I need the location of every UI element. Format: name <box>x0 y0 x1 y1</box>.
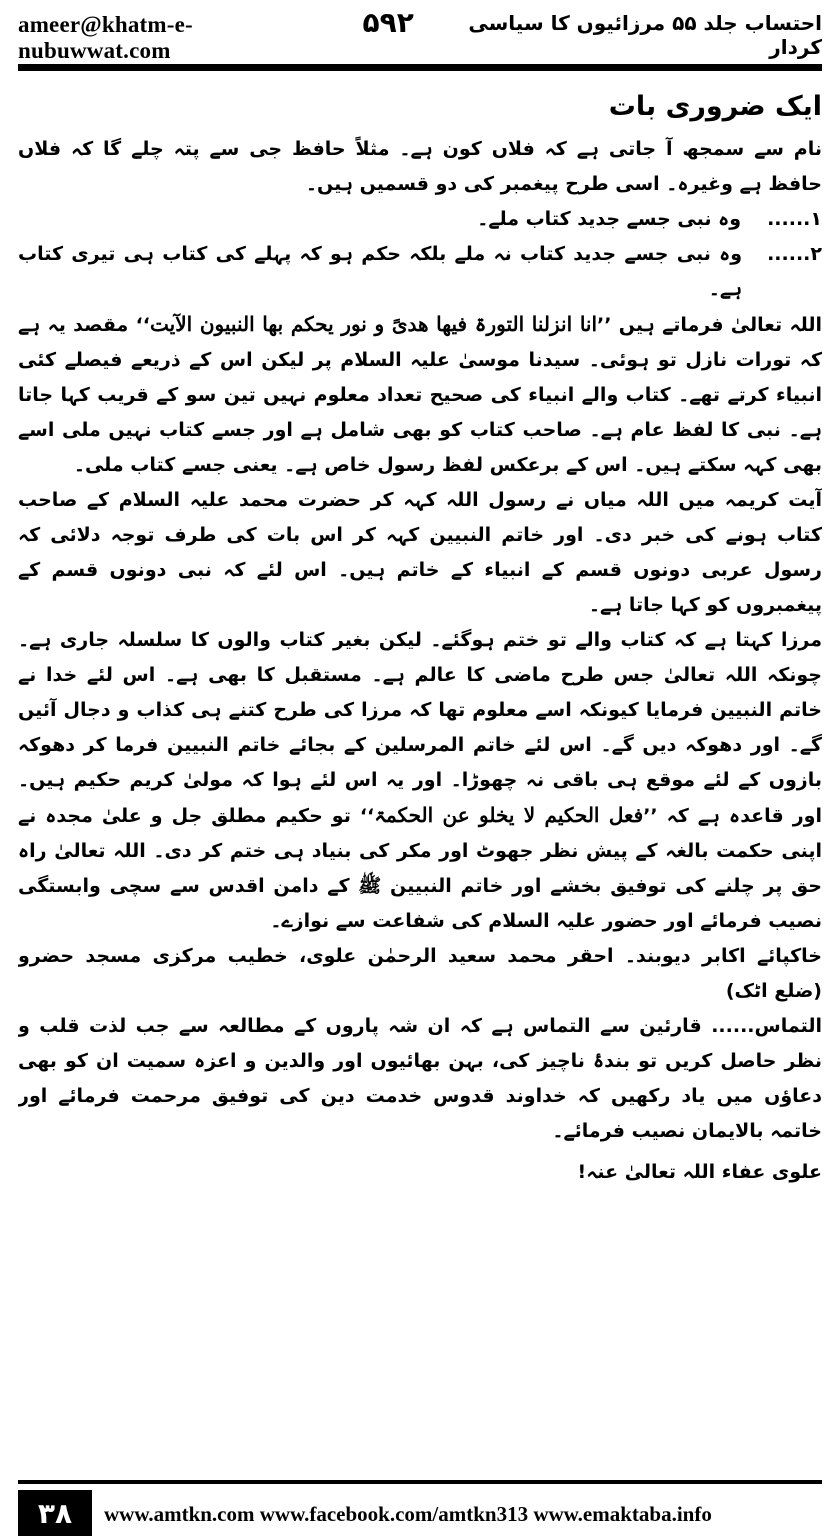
verse-explanation: ‘‘ مقصد یہ ہے کہ تورات نازل تو ہوئی۔ سیدنا موسیٰ علیہ السلام پر لیکن اس کے ذریعے فیصلے کئی انبیاء کرتے تھے۔ کتاب والے انبیاء کی صحیح تعداد معلوم نہیں تین سو کے قریب کہا جاتا ہے۔ نبی کا لفظ عام ہے۔ صاحب کتاب کو بھی شامل ہے اور جسے کتاب نہیں ملی اسے بھی کہہ سکتے ہیں۔ اس کے برعکس لفظ رسول خاص ہے۔ یعنی جسے کتاب ملی۔ <box>18 314 822 476</box>
list-item <box>18 237 822 307</box>
reader-appeal: التماس...... قارئین سے التماس ہے کہ ان شہ پاروں کے مطالعہ سے جب لذت قلب و نظر حاصل کریں تو بندۂ ناچیز کی، بہن بھائیوں اور والدین و اعزہ سمیت ان کو بھی دعاؤں میں یاد رکھیں کہ خداوند قدوس خدمت دین کی توفیق مرحمت فرمائے اور خاتمہ بالایمان نصیب فرمائے۔ <box>18 1015 822 1142</box>
paragraph-mirza <box>18 623 822 939</box>
footer-website-links[interactable]: www.amtkn.com www.facebook.com/amtkn313 www.emaktaba.info <box>104 1501 712 1526</box>
author-credit: خاکپائے اکابر دیوبند۔ احقر محمد سعید الرحمٰن علوی، خطیب مرکزی مسجد حضرو (ضلع اٹک) <box>18 945 822 1002</box>
list-item <box>18 202 822 237</box>
paragraph-intro: نام سے سمجھ آ جاتی ہے کہ فلاں کون ہے۔ مثلاً حافظ جی سے پتہ چلے گا کہ فلاں حافظ ہے وغیرہ۔ اسی طرح پیغمبر کی دو قسمیں ہیں۔ <box>18 138 822 195</box>
list-item-text: وہ نبی جسے جدید کتاب ملے۔ <box>477 208 742 230</box>
footer-divider <box>18 1480 822 1484</box>
page-header <box>18 6 822 63</box>
article-heading: ایک ضروری بات <box>608 91 822 122</box>
page-footer <box>0 1474 840 1540</box>
hikmah-quote-arabic: فعل الحکیم لا یخلو عن الحکمۃ <box>374 803 644 827</box>
mirza-text-start: مرزا کہتا ہے کہ کتاب والے تو ختم ہوگئے۔ لیکن بغیر کتاب والوں کا سلسلہ جاری ہے۔ چونکہ اللہ تعالیٰ جس طرح ماضی کا عالم ہے۔ مستقبل کا بھی ہے۔ اس لئے خدا نے خاتم النبیین فرمایا کیونکہ اسے معلوم تھا کہ مرزا کی طرح کتنے ہی کذاب و دجال آئیں گے۔ اور دھوکہ دیں گے۔ اس لئے خاتم المرسلین کے بجائے خاتم النبیین فرما کر دھوکہ بازوں کے لئے موقع ہی باقی نہ چھوڑا۔ اور یہ اس لئے ہوا کہ مولیٰ کریم حکیم ہیں۔ اور قاعدہ ہے کہ ’’ <box>18 629 822 827</box>
header-divider <box>18 64 822 71</box>
verse-arabic: انا انزلنا التورۃ فیھا ھدیً و نور یحکم بھا النبیون الآیت <box>150 312 598 336</box>
author-signature: علوی عفاء اللہ تعالیٰ عنہ! <box>577 1161 822 1183</box>
verse-intro: اللہ تعالیٰ فرماتے ہیں ’’ <box>597 314 822 336</box>
list-item-number: ۲...... <box>767 243 822 265</box>
header-page-number: ۵۹۲ <box>362 6 414 39</box>
paragraph-khatam: آیت کریمہ میں اللہ میاں نے رسول اللہ کہہ کر حضرت محمد علیہ السلام کے صاحب کتاب ہونے کی خبر دی۔ اور خاتم النبیین کہہ کر اس بات کی طرف توجہ دلائی کہ رسول عربی دونوں قسم کے انبیاء کے خاتم ہیں۔ اس لئے کہ نبی دونوں قسم کے پیغمبروں کو کہا جاتا ہے۔ <box>18 489 822 616</box>
paragraph-verse <box>18 307 822 483</box>
list-item-number: ۱...... <box>767 208 822 230</box>
header-email[interactable]: ameer@khatm-e-nubuwwat.com <box>18 12 193 63</box>
list-item-text: وہ نبی جسے جدید کتاب نہ ملے بلکہ حکم ہو کہ پہلے کی کتاب ہی تیری کتاب ہے۔ <box>18 243 743 300</box>
header-book-title: احتساب جلد ۵۵ مرزائیوں کا سیاسی کردار <box>468 11 822 59</box>
article-body <box>18 84 822 1454</box>
mirza-text-end: ‘‘ تو حکیم مطلق جل و علیٰ مجدہ نے اپنی حکمت بالغہ کے پیش نظر جھوٹ اور مکر کی بنیاد ہی ختم کر دی۔ اللہ تعالیٰ راہ حق پر چلنے کی توفیق بخشے اور خاتم النبیین ﷺ کے دامن اقدس سے سچی وابستگی نصیب فرمائے اور حضور علیہ السلام کی شفاعت سے نوازے۔ <box>18 805 822 932</box>
header-left-group <box>18 6 414 64</box>
footer-page-number: ۳۸ <box>18 1490 92 1536</box>
